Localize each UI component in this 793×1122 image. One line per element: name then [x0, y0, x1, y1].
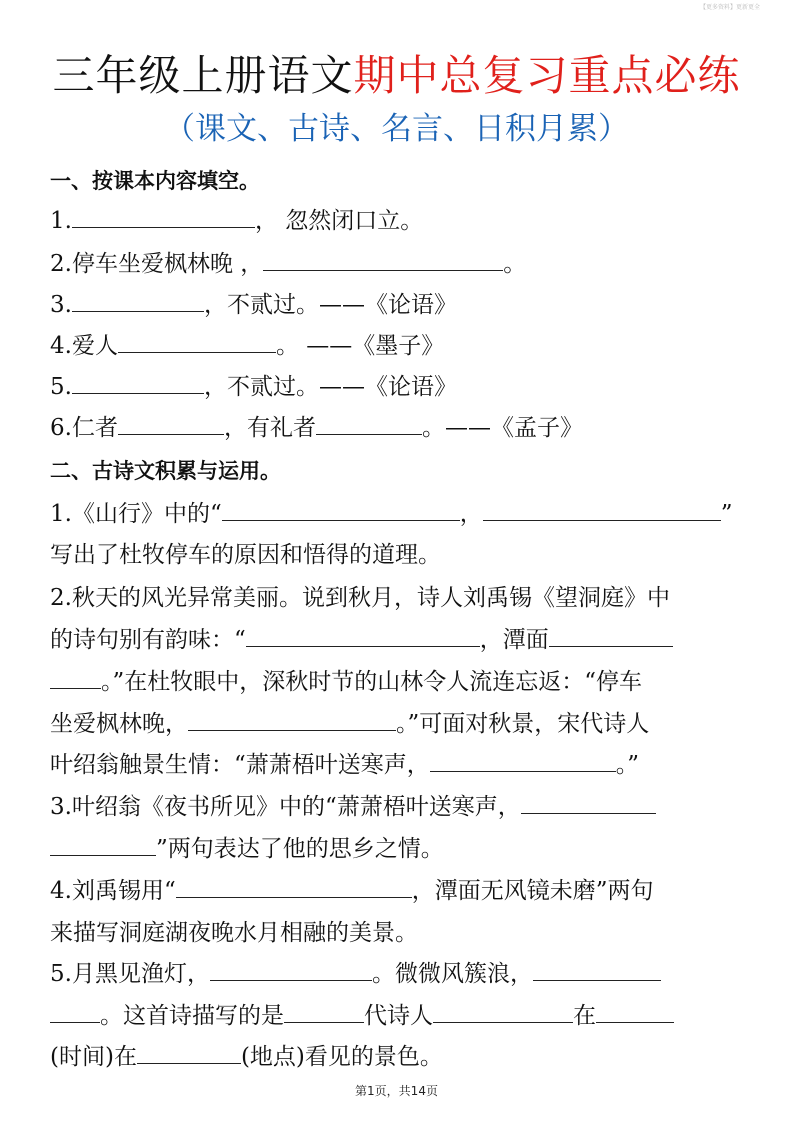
s2-question-4-line2: 来描写洞庭湖夜晚水月相融的美景。 [50, 920, 418, 946]
answer-blank[interactable] [433, 1000, 573, 1023]
q-text: 。” [615, 752, 640, 778]
q-text: ，有礼者 [223, 415, 316, 441]
answer-blank[interactable] [222, 498, 460, 521]
q-text: 2.停车坐爱枫林晚 ， [50, 251, 264, 277]
title-black: 三年级上册语文 [52, 51, 354, 100]
q-text: 。微微风簇浪， [371, 961, 533, 987]
s1-question-2 [50, 248, 526, 280]
page-footer: 第1页，共14页 [355, 1084, 438, 1098]
q-text: 叶绍翁触景生情：“萧萧梧叶送寒声， [50, 752, 430, 778]
q-text: 。这首诗描写的是 [100, 1003, 284, 1029]
q-text: 4.爱人 [50, 333, 118, 359]
title-red: 期中总复习重点必练 [353, 51, 741, 100]
q-text: 。 ——《墨子》 [275, 333, 445, 359]
q-text: 6.仁者 [50, 415, 118, 441]
q-text: 代诗人 [364, 1003, 433, 1029]
q-text: 1.《山行》中的“ [50, 501, 222, 527]
q-text: 5.月黑见渔灯， [50, 961, 210, 987]
answer-blank[interactable] [533, 958, 661, 981]
q-text: 的诗句别有韵味：“ [50, 627, 246, 653]
s2-question-2-line2 [50, 624, 673, 656]
answer-blank[interactable] [263, 248, 503, 271]
answer-blank[interactable] [284, 1000, 364, 1023]
s1-question-1 [50, 205, 423, 237]
answer-blank[interactable] [72, 371, 204, 394]
s1-question-6 [50, 412, 583, 444]
q-text: ，潭面无风镜未磨”两句 [411, 878, 654, 904]
s2-question-5-line3 [50, 1041, 443, 1073]
s1-question-3 [50, 289, 457, 321]
answer-blank[interactable] [118, 330, 276, 353]
q-number: 3. [50, 292, 72, 318]
page-title [0, 48, 793, 104]
q-text: 。——《孟子》 [421, 415, 583, 441]
q-text: ，潭面 [479, 627, 549, 653]
section1-heading: 一、按课本内容填空。 [50, 169, 260, 193]
page-subtitle: （课文、古诗、名言、日积月累） [164, 111, 629, 147]
answer-blank[interactable] [188, 708, 396, 731]
q-text: 3.叶绍翁《夜书所见》中的“萧萧梧叶送寒声， [50, 794, 521, 820]
answer-blank[interactable] [596, 1000, 674, 1023]
watermark-text: 【更多资料】更新更全 [700, 4, 761, 11]
watermark [700, 4, 760, 11]
q-text: ， [459, 501, 483, 527]
answer-blank[interactable] [246, 624, 480, 647]
answer-blank[interactable] [483, 498, 721, 521]
q-number: 5. [50, 374, 72, 400]
q-text: ，不贰过。——《论语》 [203, 374, 457, 400]
q-text: 在 [573, 1003, 596, 1029]
q-text: 4.刘禹锡用“ [50, 878, 176, 904]
s2-question-2-line1: 2.秋天的风光异常美丽。说到秋月，诗人刘禹锡《望洞庭》中 [50, 585, 670, 611]
s2-question-4-line1 [50, 875, 653, 907]
answer-blank[interactable] [210, 958, 372, 981]
answer-blank[interactable] [72, 205, 255, 228]
q-text: ”两句表达了他的思乡之情。 [156, 836, 444, 862]
q-text: 。”可面对秋景，宋代诗人 [396, 711, 650, 737]
q-text: 。”在杜牧眼中，深秋时节的山林令人流连忘返：“停车 [101, 669, 643, 695]
q-text: (地点)看见的景色。 [240, 1044, 443, 1070]
s2-question-5-line2 [50, 1000, 674, 1032]
q-text: (时间)在 [50, 1044, 137, 1070]
s2-question-2-line3 [50, 666, 642, 698]
s2-question-3-line1 [50, 791, 656, 823]
answer-blank[interactable] [50, 666, 101, 689]
answer-blank[interactable] [50, 833, 156, 856]
q-text: 坐爱枫林晚， [50, 711, 188, 737]
answer-blank[interactable] [118, 412, 224, 435]
s2-question-3-line2 [50, 833, 444, 865]
q-text: ， 忽然闭口立。 [254, 208, 424, 234]
s2-question-2-line5 [50, 749, 639, 781]
answer-blank[interactable] [137, 1041, 241, 1064]
s1-question-5 [50, 371, 457, 403]
answer-blank[interactable] [72, 289, 204, 312]
q-text: ” [720, 501, 733, 527]
answer-blank[interactable] [176, 875, 412, 898]
s2-question-1-line2: 写出了杜牧停车的原因和悟得的道理。 [50, 542, 441, 568]
q-text: 。 [503, 251, 527, 277]
s2-question-5-line1 [50, 958, 661, 990]
s2-question-2-line4 [50, 708, 649, 740]
s2-question-1-line1 [50, 498, 732, 530]
answer-blank[interactable] [50, 1000, 100, 1023]
answer-blank[interactable] [316, 412, 422, 435]
answer-blank[interactable] [430, 749, 616, 772]
q-text: ，不贰过。——《论语》 [203, 292, 457, 318]
s1-question-4 [50, 330, 444, 362]
q-number: 1. [50, 208, 72, 234]
section2-heading: 二、古诗文积累与运用。 [50, 459, 281, 483]
answer-blank[interactable] [521, 791, 656, 814]
answer-blank[interactable] [549, 624, 673, 647]
